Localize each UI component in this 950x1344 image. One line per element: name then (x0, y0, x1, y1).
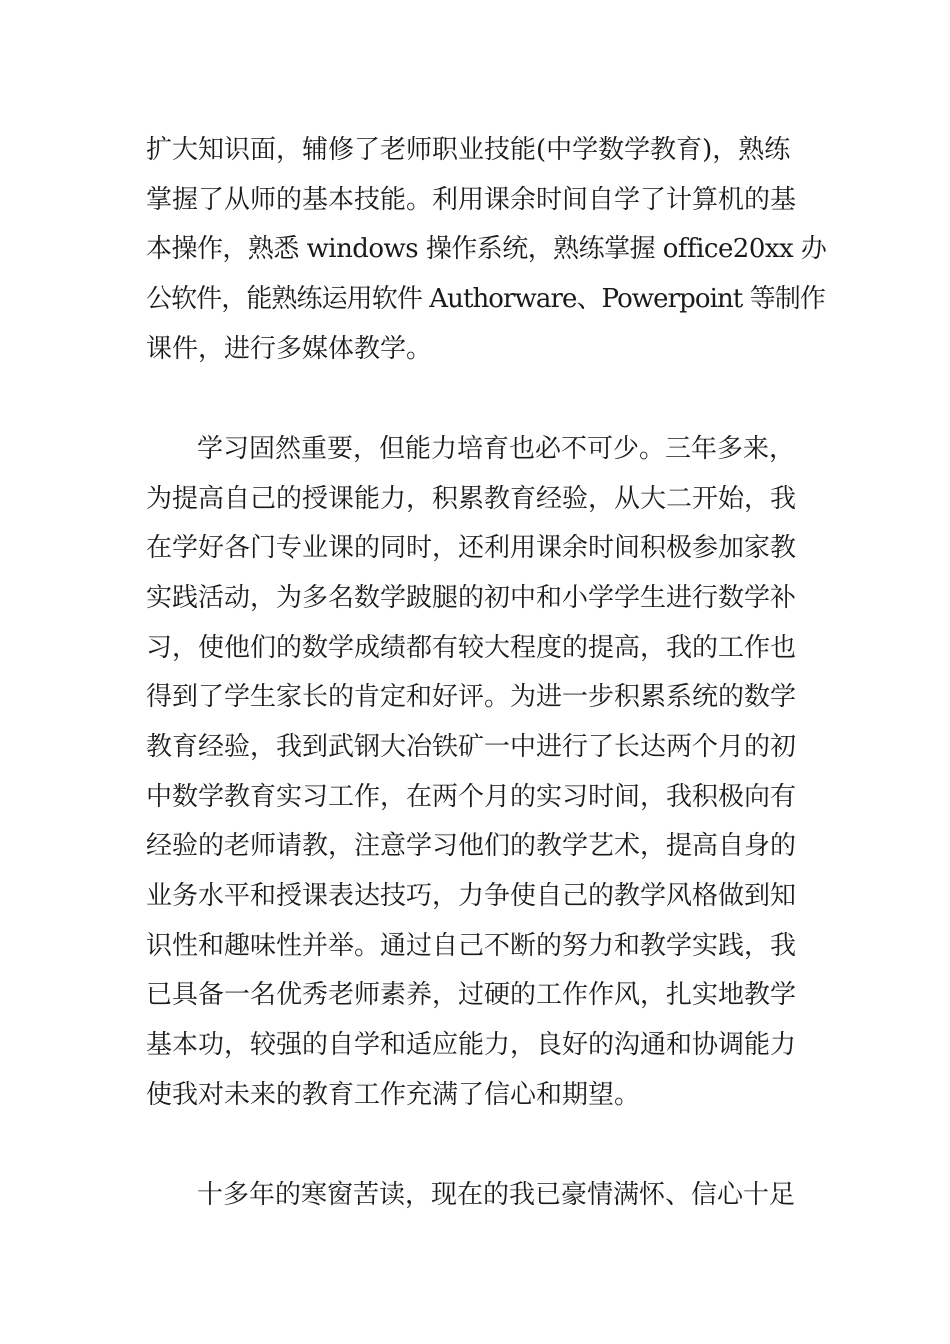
text-line: 课件，进行多媒体教学。 (146, 334, 433, 364)
text-line: 本操作，熟悉 windows 操作系统，熟练掌握 office20xx 办 (146, 234, 827, 264)
text-line: 教育经验，我到武钢大冶铁矿一中进行了长达两个月的初 (146, 732, 797, 762)
text-line: 为提高自己的授课能力，积累教育经验，从大二开始，我 (146, 484, 797, 514)
text-line: 基本功，较强的自学和适应能力，良好的沟通和协调能力 (146, 1030, 797, 1060)
text-line: 学习固然重要，但能力培育也必不可少。三年多来， (197, 434, 796, 464)
text-line: 业务水平和授课表达技巧，力争使自己的教学风格做到知 (146, 881, 797, 911)
text-line: 使我对未来的教育工作充满了信心和期望。 (146, 1080, 641, 1110)
text-line: 识性和趣味性并举。通过自己不断的努力和教学实践，我 (146, 931, 797, 961)
text-line: 十多年的寒窗苦读，现在的我已豪情满怀、信心十足 (197, 1180, 796, 1210)
text-line: 在学好各门专业课的同时，还利用课余时间积极参加家教 (146, 533, 797, 563)
text-line: 习，使他们的数学成绩都有较大程度的提高，我的工作也 (146, 633, 797, 663)
text-line: 实践活动，为多名数学跛腿的初中和小学学生进行数学补 (146, 583, 797, 613)
text-line: 经验的老师请教，注意学习他们的教学艺术，提高自身的 (146, 831, 797, 861)
text-line: 扩大知识面，辅修了老师职业技能(中学数学教育)，熟练 (146, 135, 791, 165)
text-line: 中数学教育实习工作，在两个月的实习时间，我积极向有 (146, 782, 797, 812)
text-line: 已具备一名优秀老师素养，过硬的工作作风，扎实地教学 (146, 980, 797, 1010)
text-line: 得到了学生家长的肯定和好评。为进一步积累系统的数学 (146, 682, 797, 712)
text-line: 公软件，能熟练运用软件 Authorware、Powerpoint 等制作 (146, 284, 825, 314)
text-line: 掌握了从师的基本技能。利用课余时间自学了计算机的基 (146, 185, 797, 215)
